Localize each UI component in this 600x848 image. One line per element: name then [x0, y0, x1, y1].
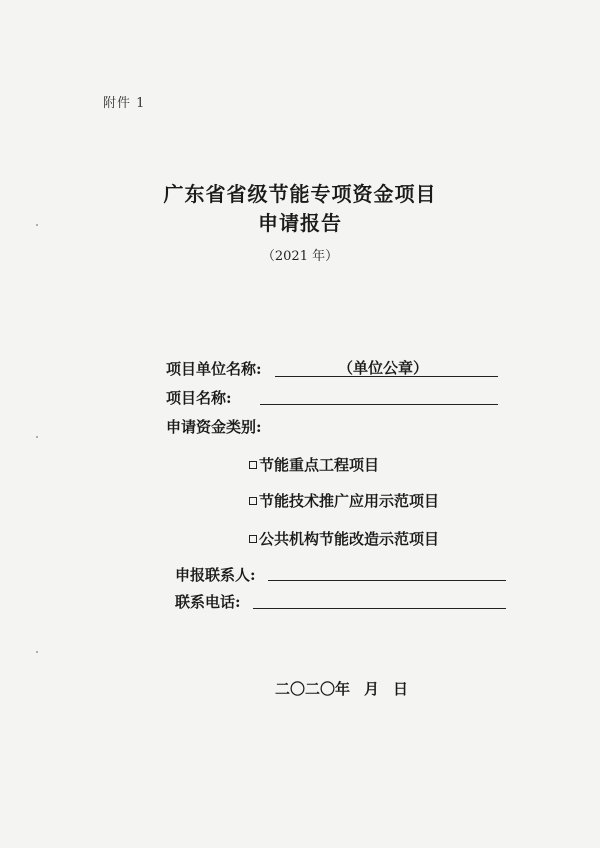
- date-year: 二〇二〇年: [275, 680, 351, 698]
- contact-field[interactable]: [268, 562, 506, 581]
- attachment-label: 附件 1: [103, 96, 146, 111]
- scan-speck: [36, 436, 38, 438]
- date-day: 日: [393, 680, 409, 698]
- checkbox-icon[interactable]: [249, 461, 257, 469]
- option-public-institution[interactable]: [249, 528, 439, 549]
- document-subtitle: 申请报告: [258, 211, 342, 235]
- checkbox-icon[interactable]: [249, 535, 257, 543]
- project-name-label: 项目名称:: [166, 389, 232, 407]
- phone-label: 联系电话:: [175, 593, 241, 611]
- document-title: 广东省省级节能专项资金项目: [163, 182, 437, 206]
- category-label: 申请资金类别:: [166, 418, 262, 436]
- checkbox-icon[interactable]: [249, 497, 257, 505]
- contact-label: 申报联系人:: [175, 566, 256, 584]
- phone-field[interactable]: [253, 590, 506, 609]
- unit-name-value: （单位公章）: [338, 359, 429, 377]
- option-label: 公共机构节能改造示范项目: [259, 530, 440, 548]
- document-date: [275, 678, 408, 699]
- option-label: 节能重点工程项目: [259, 456, 380, 474]
- unit-name-label: 项目单位名称:: [166, 360, 262, 378]
- option-key-projects[interactable]: [249, 454, 379, 475]
- option-label: 节能技术推广应用示范项目: [259, 492, 440, 510]
- document-year: （2021 年）: [261, 249, 339, 264]
- project-name-field[interactable]: [260, 386, 498, 405]
- option-tech-promotion[interactable]: [249, 490, 439, 511]
- scan-speck: [36, 224, 38, 226]
- scan-speck: [36, 651, 38, 653]
- date-month: 月: [364, 680, 380, 698]
